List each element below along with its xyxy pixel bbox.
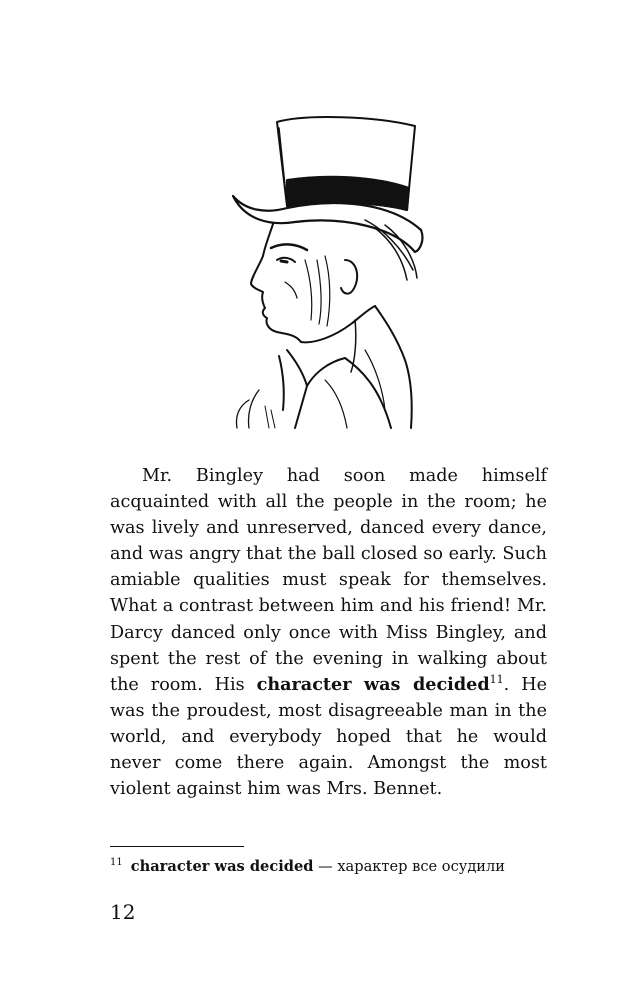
bold-term: character was decided: [256, 673, 490, 695]
main-paragraph: [110, 463, 547, 802]
footnote-dash: —: [313, 858, 338, 875]
page-number: 12: [110, 900, 136, 924]
illustration: [225, 110, 430, 430]
footnote: [110, 857, 550, 877]
footnote-divider: [110, 846, 244, 847]
footnote-term: character was decided: [130, 858, 314, 875]
gentleman-top-hat-portrait-icon: [225, 110, 430, 430]
paragraph-text-part-2: . He was the proudest, most disagreeable man in the world, and everybody hoped that he would never come there again. Amongst the most violent against him was Mrs. Bennet.: [110, 674, 547, 800]
paragraph-text-part-1: Mr. Bingley had soon made himself acquainted with all the people in the room; he was lively and unreserved, danced every dance, and was angry that the ball closed so early. Such amiable qualities must speak for themselves. What a contrast between him and his friend! Mr. Darcy danced only once with Miss Bingley, and spent the rest of the evening in walking about the room. His: [110, 466, 547, 695]
footnote-reference[interactable]: 11: [489, 672, 504, 686]
footnote-number: 11: [110, 857, 123, 869]
footnote-translation: характер все осудили: [337, 858, 506, 875]
